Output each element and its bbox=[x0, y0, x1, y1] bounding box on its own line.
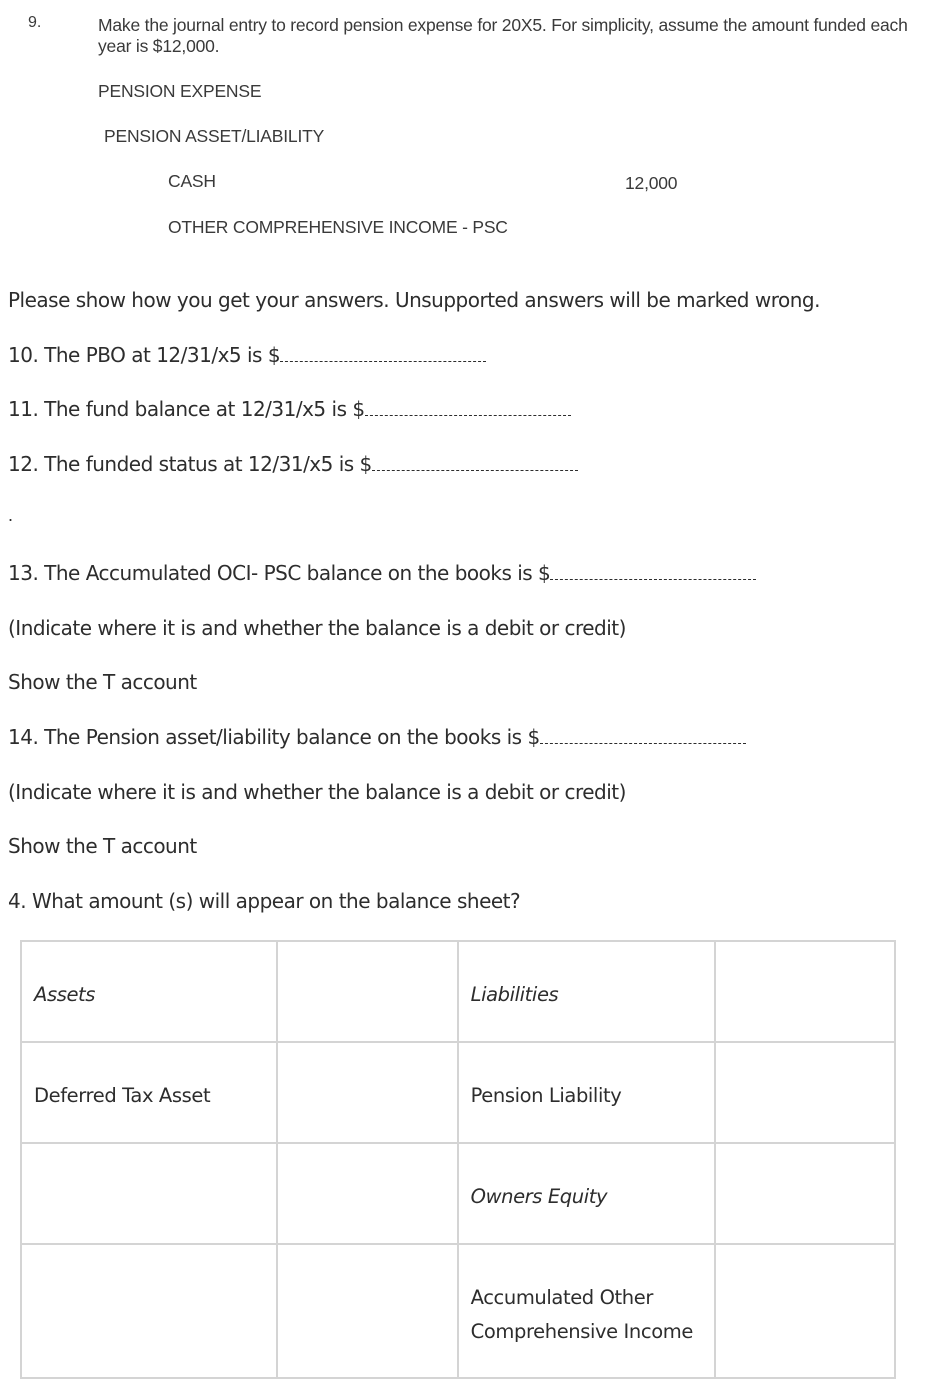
question-13 bbox=[8, 561, 756, 585]
account-pension-asset-liability: PENSION ASSET/LIABILITY bbox=[104, 126, 325, 146]
answer-blank-12[interactable] bbox=[372, 454, 578, 471]
question-number: 9. bbox=[28, 14, 42, 31]
cell-aoci-amount[interactable] bbox=[715, 1244, 895, 1378]
answer-blank-11[interactable] bbox=[365, 399, 571, 416]
table-row bbox=[21, 941, 895, 1042]
answer-blank-13[interactable] bbox=[550, 563, 756, 580]
question-14 bbox=[8, 725, 746, 749]
answer-blank-10[interactable] bbox=[280, 345, 486, 362]
question-10-text: 10. The PBO at 12/31/x5 is $ bbox=[8, 343, 281, 367]
question-14-text: 14. The Pension asset/liability balance on the books is $ bbox=[8, 725, 540, 749]
question-12 bbox=[8, 452, 578, 476]
cell-empty-asset-amount[interactable] bbox=[277, 1143, 457, 1244]
question-12-text: 12. The funded status at 12/31/x5 is $ bbox=[8, 452, 372, 476]
cell-assets: Assets bbox=[21, 941, 277, 1042]
question-11 bbox=[8, 397, 571, 421]
question-14-t-account: Show the T account bbox=[8, 834, 197, 858]
question-13-indicate: (Indicate where it is and whether the balance is a debit or credit) bbox=[8, 616, 626, 640]
cell-pension-liability: Pension Liability bbox=[458, 1042, 715, 1143]
scanned-journal-question bbox=[0, 0, 930, 262]
cell-aoci: Accumulated Other Comprehensive Income bbox=[458, 1244, 715, 1378]
question-10 bbox=[8, 343, 486, 367]
stray-mark: . bbox=[8, 505, 14, 525]
question-11-text: 11. The fund balance at 12/31/x5 is $ bbox=[8, 397, 365, 421]
cell-empty-asset[interactable] bbox=[21, 1143, 277, 1244]
instructions-text: Please show how you get your answers. Unsupported answers will be marked wrong. bbox=[8, 288, 820, 312]
account-pension-expense: PENSION EXPENSE bbox=[98, 81, 262, 101]
question-balance-sheet: 4. What amount (s) will appear on the balance sheet? bbox=[8, 889, 521, 913]
table-row bbox=[21, 1042, 895, 1143]
cell-liabilities-amount[interactable] bbox=[715, 941, 895, 1042]
answer-blank-14[interactable] bbox=[540, 727, 746, 744]
balance-sheet-table bbox=[20, 940, 896, 1379]
question-prompt: Make the journal entry to record pension expense for 20X5. For simplicity, assume the amount funded each year is $12,000. bbox=[98, 15, 908, 56]
cell-owners-equity-amount[interactable] bbox=[715, 1143, 895, 1244]
question-13-t-account: Show the T account bbox=[8, 670, 197, 694]
cell-deferred-tax-asset: Deferred Tax Asset bbox=[21, 1042, 277, 1143]
table-row bbox=[21, 1143, 895, 1244]
question-13-text: 13. The Accumulated OCI- PSC balance on the books is $ bbox=[8, 561, 551, 585]
cell-assets-amount[interactable] bbox=[277, 941, 457, 1042]
cell-empty-asset-2[interactable] bbox=[21, 1244, 277, 1378]
question-14-indicate: (Indicate where it is and whether the balance is a debit or credit) bbox=[8, 780, 626, 804]
amount-cash: 12,000 bbox=[625, 173, 678, 193]
cell-liabilities: Liabilities bbox=[458, 941, 715, 1042]
account-oci-psc: OTHER COMPREHENSIVE INCOME - PSC bbox=[168, 217, 508, 237]
cell-pension-liability-amount[interactable] bbox=[715, 1042, 895, 1143]
cell-owners-equity: Owners Equity bbox=[458, 1143, 715, 1244]
table-row bbox=[21, 1244, 895, 1378]
cell-empty-asset-2-amount[interactable] bbox=[277, 1244, 457, 1378]
cell-deferred-tax-asset-amount[interactable] bbox=[277, 1042, 457, 1143]
account-cash: CASH bbox=[168, 171, 216, 191]
